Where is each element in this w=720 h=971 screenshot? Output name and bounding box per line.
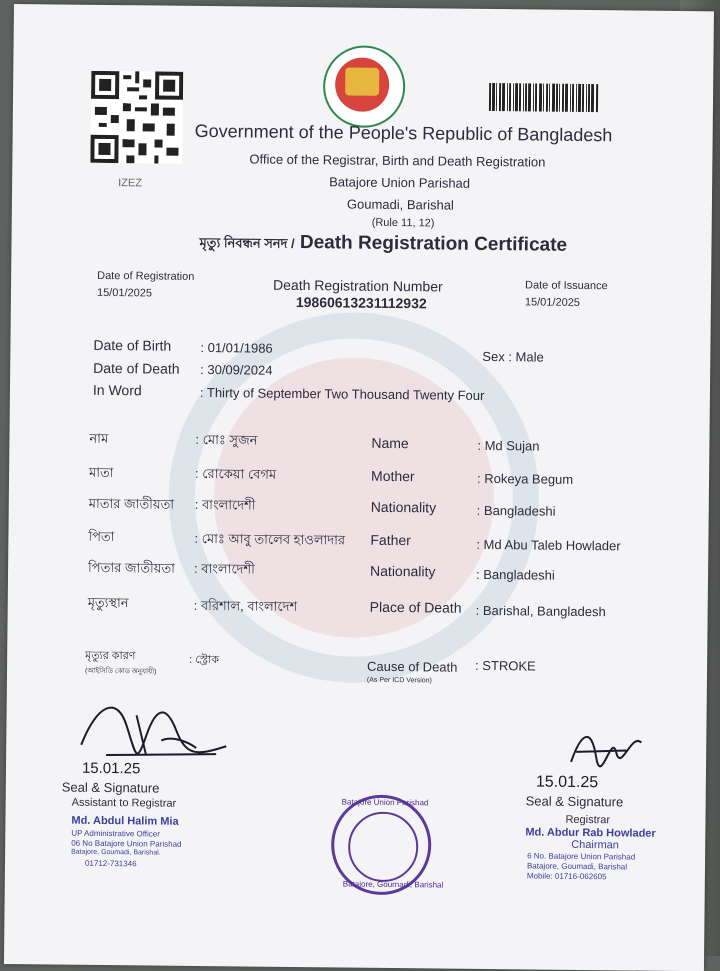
registrar-signature-icon — [566, 722, 647, 773]
registration-date-label: Date of Registration — [97, 269, 195, 283]
in-word-label: In Word — [92, 381, 142, 399]
assistant-signature-date: 15.01.25 — [81, 759, 141, 778]
mother-label: Mother — [370, 467, 415, 485]
left-seal-label: Seal & Signature — [61, 779, 160, 796]
issuance-date-label: Date of Issuance — [525, 279, 608, 293]
registration-number-label: Death Registration Number — [272, 276, 443, 295]
mother-value-bn: : রোকেয়া বেগম — [195, 465, 277, 482]
assistant-phone: 01712-731346 — [84, 858, 137, 869]
cause-label-bn: মৃত্যুর কারণ — [85, 649, 136, 663]
registrar-address: Batajore, Goumadi, Barishal — [526, 861, 628, 872]
rule-reference: (Rule 11, 12) — [371, 216, 435, 230]
father-nationality-value: : Bangladeshi — [475, 566, 555, 583]
place-of-death-value-bn: : বরিশাল, বাংলাদেশ — [193, 597, 298, 614]
assistant-title: UP Administrative Officer — [71, 828, 160, 839]
issuance-date-value: 15/01/2025 — [524, 296, 581, 309]
assistant-address: Batajore, Goumadi, Barishal. — [71, 848, 161, 857]
cause-value-bn: : স্ট্রোক — [189, 653, 220, 667]
assistant-office: 06 No Batajore Union Parishad — [71, 838, 182, 849]
assistant-role: Assistant to Registrar — [71, 796, 177, 810]
stamp-text-bottom: Batajore, Gournadi, Barishal — [342, 879, 444, 890]
dod-value: : 30/09/2024 — [200, 361, 273, 378]
government-title: Government of the People's Republic of Bangladesh — [194, 120, 613, 146]
qr-code-icon — [90, 71, 183, 164]
right-seal-label: Seal & Signature — [525, 793, 624, 810]
registrar-name: Md. Abdur Rab Howlader — [525, 826, 656, 840]
dod-label: Date of Death — [93, 359, 180, 377]
cause-value: : STROKE — [475, 657, 536, 674]
cause-note-bn: (আইসিডি কোড অনুযায়ী) — [84, 667, 157, 676]
government-emblem-icon — [323, 45, 406, 128]
name-label: Name — [371, 434, 409, 452]
nationality-label: Nationality — [370, 498, 437, 516]
father-label: Father — [370, 531, 411, 549]
father-nationality-value-bn: : বাংলাদেশী — [194, 560, 255, 577]
name-value: : Md Sujan — [477, 437, 540, 454]
father-value: : Md Abu Taleb Howlader — [476, 536, 621, 554]
cause-note: (As Per ICD Version) — [366, 676, 432, 685]
dob-value: : 01/01/1986 — [200, 339, 273, 356]
office-name: Office of the Registrar, Birth and Death Registration — [249, 151, 546, 170]
certificate-paper — [4, 4, 714, 971]
barcode-icon — [489, 83, 657, 113]
sex-field: Sex : Male — [482, 348, 544, 365]
registration-number-value: 19860613231112932 — [295, 293, 427, 312]
cause-label: Cause of Death — [367, 658, 458, 675]
father-label-bn: পিতা — [88, 528, 115, 545]
place-of-death-label: Place of Death — [369, 598, 462, 616]
registrar-office: 6 No. Batajore Union Parishad — [527, 851, 636, 862]
father-value-bn: : মোঃ আবু তালেব হাওলাদার — [194, 530, 346, 548]
father-nationality-label-bn: পিতার জাতীয়তা — [88, 559, 176, 576]
certificate-title-bangla: মৃত্যু নিবন্ধন সনদ / — [199, 234, 295, 251]
registration-date-value: 15/01/2025 — [96, 286, 153, 300]
stamp-text-top: Batajore Union Parishad — [341, 797, 429, 808]
in-word-value: : Thirty of September Two Thousand Twenty Four — [199, 384, 485, 403]
name-label-bn: নাম — [89, 430, 109, 447]
location: Goumadi, Barishal — [346, 196, 454, 213]
nationality-value-bn: : বাংলাদেশী — [194, 496, 256, 513]
registrar-signature-date: 15.01.25 — [535, 773, 599, 792]
union-name: Batajore Union Parishad — [329, 174, 471, 191]
qr-code-caption: IZEZ — [118, 177, 143, 190]
name-value-bn: : মোঃ সুজন — [195, 431, 258, 448]
certificate-title — [199, 231, 567, 259]
assistant-name: Md. Abdul Halim Mia — [71, 814, 179, 828]
nationality-value: : Bangladeshi — [476, 502, 556, 519]
certificate-title-english: Death Registration Certificate — [299, 232, 568, 256]
mother-value: : Rokeya Begum — [476, 470, 574, 487]
registrar-title: Chairman — [571, 838, 619, 852]
nationality-label-bn: মাতার জাতীয়তা — [88, 495, 175, 512]
registrar-role: Registrar — [565, 813, 611, 827]
registrar-phone: Mobile: 01716-062605 — [526, 871, 607, 882]
mother-label-bn: মাতা — [89, 464, 114, 481]
father-nationality-label: Nationality — [370, 562, 436, 580]
place-of-death-value: : Barishal, Bangladesh — [475, 602, 606, 620]
place-of-death-label-bn: মৃত্যুস্থান — [87, 594, 129, 611]
dob-label: Date of Birth — [93, 336, 172, 354]
